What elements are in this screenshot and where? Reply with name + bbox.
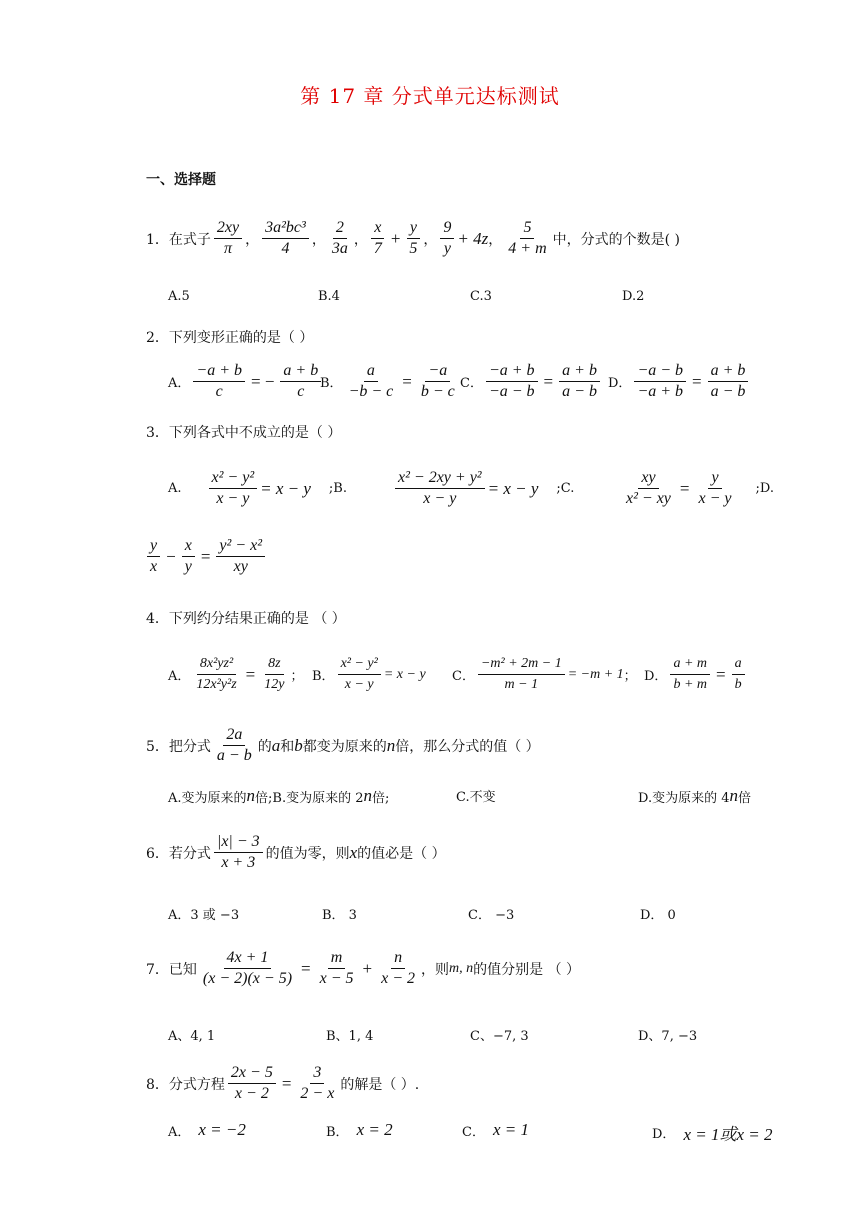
q3-option-b: $\frac{\text{x² − 2xy + y²}}{x - y}$ = x − y ;C. [392,468,574,509]
q8-option-a: A． x = −2 [168,1120,246,1140]
q1-option-d: D.2 [622,289,645,304]
page-title: 第 17 章 分式单元达标测试 [300,84,560,108]
q1-expr-4b: $\frac{y}{5}$ [406,218,420,259]
q7-option-a: A、4, 1 [168,1029,216,1044]
question-2: 2．下列变形正确的是（ ） [146,330,314,346]
q5-option-d: D.变为原来的 4 n 倍 [638,786,752,806]
question-5: 5．把分式 $\frac{2a}{a - b}$ 的 a 和 b 都变为原来的 n 倍，那么分式的值（ ） [146,726,540,764]
q2-option-a: A． $\frac{-a + b}{c}$ = − $\frac{a + b}{c}$ [168,361,324,402]
q6-option-a: A．3 或 −3 [168,908,240,923]
q1-expr-2: $\frac{\text{3a²bc³}}{4}$ [262,218,309,259]
q1-option-b: B.4 [318,289,340,304]
q4-option-a: A． $\frac{\text{8x²yz²}}{\text{12x²y²z}}$ = $\frac{8z}{12y}$ ； [168,656,304,692]
question-1: 1．在式子 $\frac{2xy}{\pi}$ ， $\frac{\text{3a²bc³}}{4}$ ， $\frac{2}{3a}$ ， $\frac{x}{7}$ + $\frac{y}{5}$ ， $\frac{9}{y}$ + 4z ， $\frac{5}{4 + m}$ 中，分式的个数是( ) [146,219,680,257]
q4-option-d: D． $\frac{a + m}{b + m}$ = $\frac{a}{b}$ [644,654,748,695]
q1-expr-4a: $\frac{x}{7}$ [371,218,385,259]
q1-expr-5-tail: + 4z [457,228,489,248]
q4-option-c: C． $\frac{\text{−m² + 2m − 1}}{m - 1}$ = −m + 1 ； [452,656,637,692]
q4-option-b: B． $\frac{\text{x² − y²}}{x - y}$ = x − y [312,656,426,692]
q3-option-c: $\frac{xy}{\text{x² − xy}}$ = $\frac{y}{x - y}$ ;D. [626,469,774,507]
q8-option-c: C． x = 1 [462,1120,529,1140]
q1-option-a: A.5 [168,289,190,304]
q6-option-c: C． −3 [468,908,515,923]
q5-option-c: C.不变 [456,790,496,805]
q1-stem-post: 中，分式的个数是( ) [552,231,680,248]
q1-expr-3: $\frac{2}{3a}$ [331,219,348,257]
q6-option-d: D． 0 [640,908,676,923]
section-heading: 一、选择题 [146,172,216,188]
q2-option-d: D． $\frac{-a - b}{-a + b}$ = $\frac{a + b}{a - b}$ [608,361,751,402]
q8-option-b: B． x = 2 [326,1120,393,1140]
q1-expr-6: $\frac{5}{4 + m}$ [508,219,547,257]
q1-option-c: C.3 [470,289,492,304]
q7-option-b: B、1, 4 [326,1029,374,1044]
q1-expr-1: $\frac{2xy}{\pi}$ [214,218,242,259]
q1-stem-pre: 1．在式子 [146,231,211,248]
question-6: 6．若分式 $\frac{|x| - 3}{x + 3}$ 的值为零，则 x 的值必是（ ） [146,833,446,871]
question-4: 4．下列约分结果正确的是 （ ） [146,611,346,627]
question-7: 7．已知 $\frac{4x + 1}{(x - 2)(x - 5)}$ = $\frac{m}{x - 5}$ + $\frac{n}{x - 2}$ ，则 m, n 的值分别是 （ ） [146,949,581,987]
q3-option-d: $\frac{y}{x}$ − $\frac{x}{y}$ = $\frac{\text{y² − x²}}{xy}$ [144,536,268,577]
q6-option-b: B． 3 [322,908,357,923]
q2-option-b: B． $\frac{a}{-b - c}$ = $\frac{-a}{b - c}$ [320,362,455,400]
q5-option-a-b: A.变为原来的 n 倍; B.变为原来的 2 n 倍; [168,786,390,806]
q7-option-d: D、7, −3 [638,1029,698,1044]
q7-option-c: C、−7, 3 [470,1029,529,1044]
q3-option-a: A. $\frac{\text{x² − y²}}{x - y}$ = x − y ;B. [168,469,347,507]
question-8: 8．分式方程 $\frac{2x - 5}{x - 2}$ = $\frac{3}{2 - x}$ 的解是（ ）. [146,1064,420,1102]
question-3: 3．下列各式中不成立的是（ ） [146,425,342,441]
q1-expr-5: $\frac{9}{y}$ [440,218,454,259]
q2-option-c: C． $\frac{-a + b}{-a - b}$ = $\frac{a + b}{a - b}$ [460,361,603,402]
q8-option-d: D． x = 1或x = 2 [652,1125,773,1144]
